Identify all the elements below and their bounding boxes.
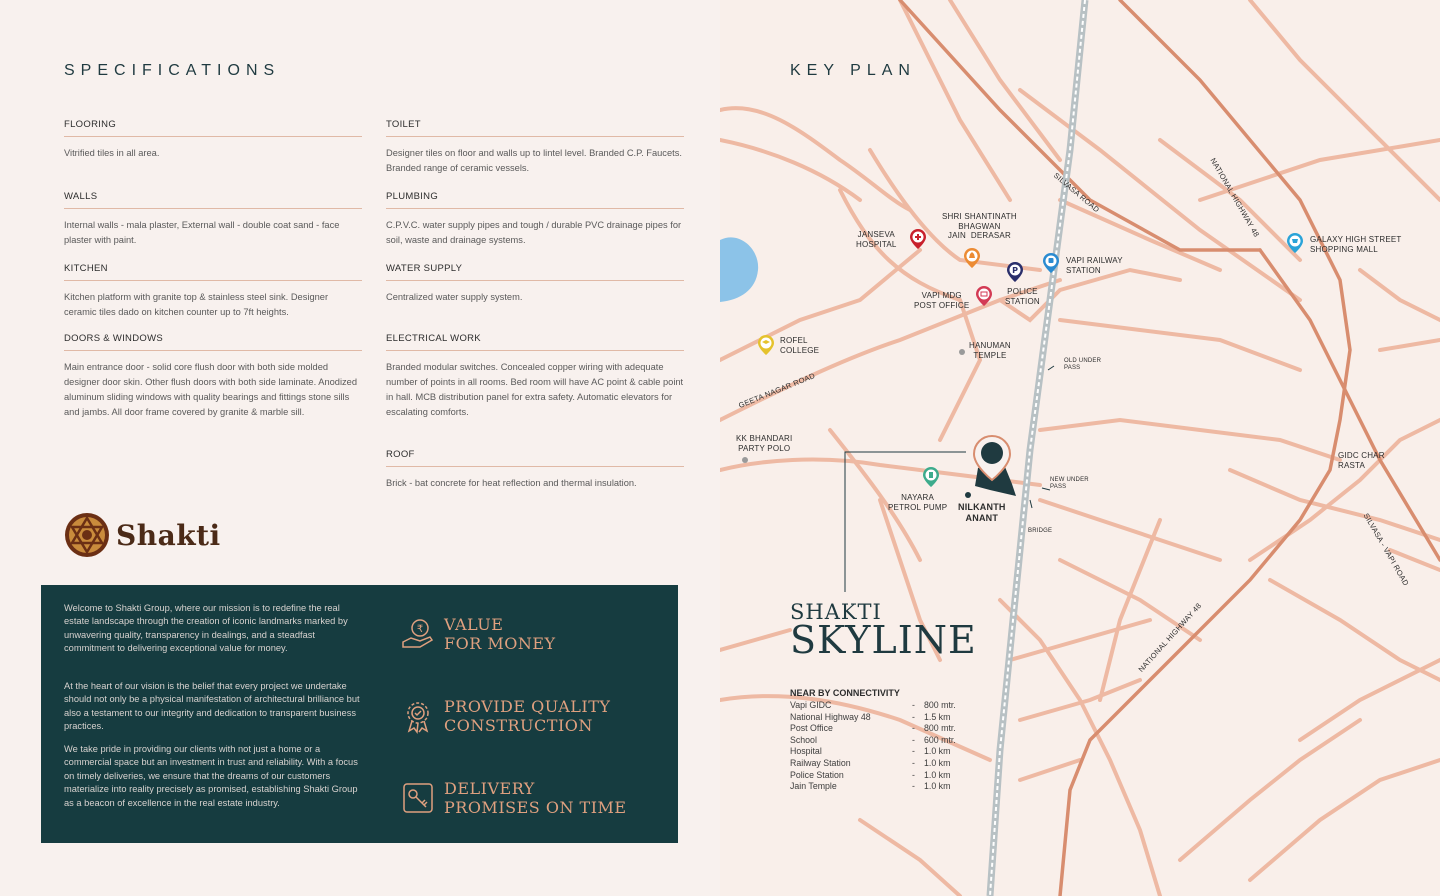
connectivity-table bbox=[790, 688, 956, 793]
connectivity-row bbox=[790, 723, 956, 735]
spec-flooring bbox=[64, 119, 362, 161]
spec-text: Main entrance door - solid core flush door with both side molded designer door skin. Other flush doors with both side laminate. Anodized aluminum sliding windows with quality bearings and fittings stone sills and jambs. All door frame covered by granite & marble sill. bbox=[64, 362, 358, 417]
connectivity-row bbox=[790, 781, 956, 793]
spec-text: Internal walls - mala plaster, External wall - double coat sand - face plaster with paint. bbox=[64, 220, 340, 245]
label-hanuman-temple: HANUMAN TEMPLE bbox=[969, 341, 1011, 360]
feature-delivery-on-time bbox=[400, 779, 627, 817]
connectivity-row bbox=[790, 770, 956, 782]
hanuman-temple-dot bbox=[959, 349, 965, 355]
spec-water-supply bbox=[386, 263, 684, 305]
connectivity-dash: - bbox=[912, 781, 915, 792]
label-gidc-char-rasta: GIDC CHAR RASTA bbox=[1338, 451, 1385, 470]
spec-heading: KITCHEN bbox=[64, 263, 362, 281]
about-paragraph: Welcome to Shakti Group, where our mission is to redefine the real estate landscape through the creation of iconic landmarks marked by unwavering quality, transparency in dealings, and a steadfast commitment to delivering exceptional value for money. bbox=[64, 603, 348, 654]
project-brand bbox=[790, 600, 977, 662]
road-label-nh48-north: NATIONAL HIGHWAY 48 bbox=[1208, 156, 1262, 239]
connectivity-row bbox=[790, 700, 956, 712]
shopping-mall-pin-icon bbox=[1286, 232, 1304, 254]
shakti-emblem-icon bbox=[64, 512, 110, 558]
connectivity-distance: 1.0 km bbox=[924, 746, 951, 757]
svg-text:₹: ₹ bbox=[416, 624, 424, 635]
feature-line: PROMISES ON TIME bbox=[444, 798, 627, 817]
spec-walls bbox=[64, 191, 362, 248]
connectivity-dash: - bbox=[912, 734, 915, 745]
feature-line: DELIVERY bbox=[444, 779, 535, 798]
spec-heading: TOILET bbox=[386, 119, 684, 137]
connectivity-distance: 600 mtr. bbox=[924, 734, 956, 745]
logo-wordmark: Shakti bbox=[116, 518, 221, 552]
post-office-pin-icon bbox=[975, 285, 993, 307]
college-pin-icon bbox=[757, 334, 775, 356]
rupee-hand-icon bbox=[400, 616, 436, 652]
svg-text:P: P bbox=[1012, 266, 1018, 275]
specifications-title: SPECIFICATIONS bbox=[64, 62, 281, 79]
connectivity-dash: - bbox=[912, 700, 915, 710]
label-nayara-petrol-pump: NAYARA PETROL PUMP bbox=[888, 493, 948, 512]
label-old-underpass: OLD UNDER PASS bbox=[1064, 358, 1102, 371]
label-bridge: BRIDGE bbox=[1028, 528, 1053, 534]
spec-heading: ROOF bbox=[386, 449, 684, 467]
connectivity-place: Railway Station bbox=[790, 757, 851, 768]
quality-badge-icon bbox=[400, 698, 436, 734]
connectivity-row bbox=[790, 746, 956, 758]
connectivity-dash: - bbox=[912, 757, 915, 768]
delivery-key-icon bbox=[400, 780, 436, 816]
feature-text bbox=[444, 615, 556, 653]
connectivity-place: School bbox=[790, 734, 817, 745]
kk-bhandari-dot bbox=[742, 457, 748, 463]
spec-electrical bbox=[386, 333, 684, 420]
connectivity-distance: 1.0 km bbox=[924, 757, 951, 768]
road-label-silvasa: SILVASA ROAD bbox=[1051, 170, 1102, 215]
label-rofel-college: ROFEL COLLEGE bbox=[780, 336, 820, 355]
connectivity-place: Vapi GIDC bbox=[790, 700, 832, 710]
feature-value-for-money bbox=[400, 615, 556, 653]
connectivity-dash: - bbox=[912, 723, 915, 734]
label-kk-bhandari: KK BHANDARI PARTY POLO bbox=[736, 434, 793, 453]
connectivity-row bbox=[790, 712, 956, 724]
police-pin-icon bbox=[1006, 261, 1024, 283]
spec-text: Vitrified tiles in all area. bbox=[64, 148, 160, 158]
feature-text bbox=[444, 779, 627, 817]
temple-pin-icon bbox=[963, 247, 981, 269]
feature-line: PROVIDE QUALITY bbox=[444, 697, 611, 716]
connectivity-row bbox=[790, 758, 956, 770]
about-paragraph: At the heart of our vision is the belief that every project we undertake should not only be a physical manifestation of architectural brilliance but also a testament to our integrity and dedication to transparent business practices. bbox=[64, 681, 360, 732]
spec-text: Centralized water supply system. bbox=[386, 292, 523, 302]
shakti-logo bbox=[64, 512, 221, 558]
connectivity-place: Jain Temple bbox=[790, 781, 837, 792]
about-paragraph: We take pride in providing our clients with not just a home or a commercial space but an investment in trust and reliability. With a focus on timely deliveries, we ensure that the dreams of our customers materialize into reality precisely as promised, establishing Shakti Group as a beacon of excellence in the real estate industry. bbox=[64, 744, 358, 808]
spec-heading: FLOORING bbox=[64, 119, 362, 137]
spec-heading: DOORS & WINDOWS bbox=[64, 333, 362, 351]
label-police-station: POLICE STATION bbox=[1005, 287, 1040, 306]
spec-doors-windows bbox=[64, 333, 362, 420]
brand-line-2: SKYLINE bbox=[790, 618, 977, 662]
label-new-underpass: NEW UNDER PASS bbox=[1050, 477, 1089, 490]
spec-heading: WATER SUPPLY bbox=[386, 263, 684, 281]
connectivity-row bbox=[790, 735, 956, 747]
spec-text: Branded modular switches. Concealed copper wiring with adequate number of points in all rooms. Bed room will have AC point & cable point in hall. MCB distribution panel for extra safety. Automatic elevators for escalating comforts. bbox=[386, 362, 684, 417]
label-janseva-hospital: JANSEVA HOSPITAL bbox=[856, 230, 897, 249]
connectivity-place: National Highway 48 bbox=[790, 711, 871, 722]
connectivity-place: Post Office bbox=[790, 723, 833, 734]
road-label-geeta-nagar: GEETA NAGAR ROAD bbox=[737, 371, 817, 410]
water-body bbox=[720, 237, 758, 302]
connectivity-distance: 1.0 km bbox=[924, 781, 951, 792]
hospital-pin-icon bbox=[909, 228, 927, 250]
spec-text: Kitchen platform with granite top & stainless steel sink. Designer ceramic tiles dado on kitchen counter up to 7ft heights. bbox=[64, 292, 329, 317]
spec-heading: ELECTRICAL WORK bbox=[386, 333, 684, 351]
feature-line: VALUE bbox=[444, 615, 504, 634]
spec-text: C.P.V.C. water supply pipes and tough / durable PVC drainage pipes for soil, waste and drainage systems. bbox=[386, 220, 682, 245]
connectivity-title: NEAR BY CONNECTIVITY bbox=[790, 688, 900, 698]
spec-plumbing bbox=[386, 191, 684, 248]
road-label-silvasa-vapi: SILVASA - VAPI ROAD bbox=[1361, 511, 1411, 588]
spec-toilet bbox=[386, 119, 684, 176]
label-post-office: VAPI MDG POST OFFICE bbox=[914, 291, 970, 310]
connectivity-dash: - bbox=[912, 711, 915, 722]
label-railway-station: VAPI RAILWAY STATION bbox=[1066, 256, 1123, 275]
connectivity-dash: - bbox=[912, 746, 915, 757]
connectivity-place: Police Station bbox=[790, 769, 844, 780]
feature-text bbox=[444, 697, 610, 735]
key-plan-title: KEY PLAN bbox=[790, 62, 916, 79]
feature-line: FOR MONEY bbox=[444, 634, 556, 653]
spec-kitchen bbox=[64, 263, 362, 320]
feature-quality-construction bbox=[400, 697, 610, 735]
petrol-pump-pin-icon bbox=[922, 466, 940, 488]
label-nilkanth-anant: NILKANTH ANANT bbox=[958, 502, 1006, 523]
connectivity-dash: - bbox=[912, 769, 915, 780]
feature-line: CONSTRUCTION bbox=[444, 716, 593, 735]
connectivity-distance: 1.0 km bbox=[924, 769, 951, 780]
label-jain-temple: SHRI SHANTINATH BHAGWAN JAIN DERASAR bbox=[942, 212, 1017, 240]
connectivity-distance: 800 mtr. bbox=[924, 723, 956, 734]
spec-roof bbox=[386, 449, 684, 491]
spec-heading: WALLS bbox=[64, 191, 362, 209]
about-panel bbox=[41, 585, 678, 843]
connectivity-place: Hospital bbox=[790, 746, 822, 757]
label-galaxy-mall: GALAXY HIGH STREET SHOPPING MALL bbox=[1310, 235, 1402, 254]
connectivity-distance: 800 mtr. bbox=[924, 700, 956, 710]
spec-heading: PLUMBING bbox=[386, 191, 684, 209]
connectivity-distance: 1.5 km bbox=[924, 711, 951, 722]
railway-pin-icon bbox=[1042, 252, 1060, 274]
brand-line-1: SHAKTI bbox=[790, 600, 882, 624]
spec-text: Brick - bat concrete for heat reflection and thermal insulation. bbox=[386, 478, 637, 488]
nilkanth-dot bbox=[965, 492, 971, 498]
spec-text: Designer tiles on floor and walls up to lintel level. Branded C.P. Faucets. Branded range of ceramic vessels. bbox=[386, 148, 682, 173]
road-label-nh48-south: NATIONAL HIGHWAY 48 bbox=[1136, 601, 1204, 674]
